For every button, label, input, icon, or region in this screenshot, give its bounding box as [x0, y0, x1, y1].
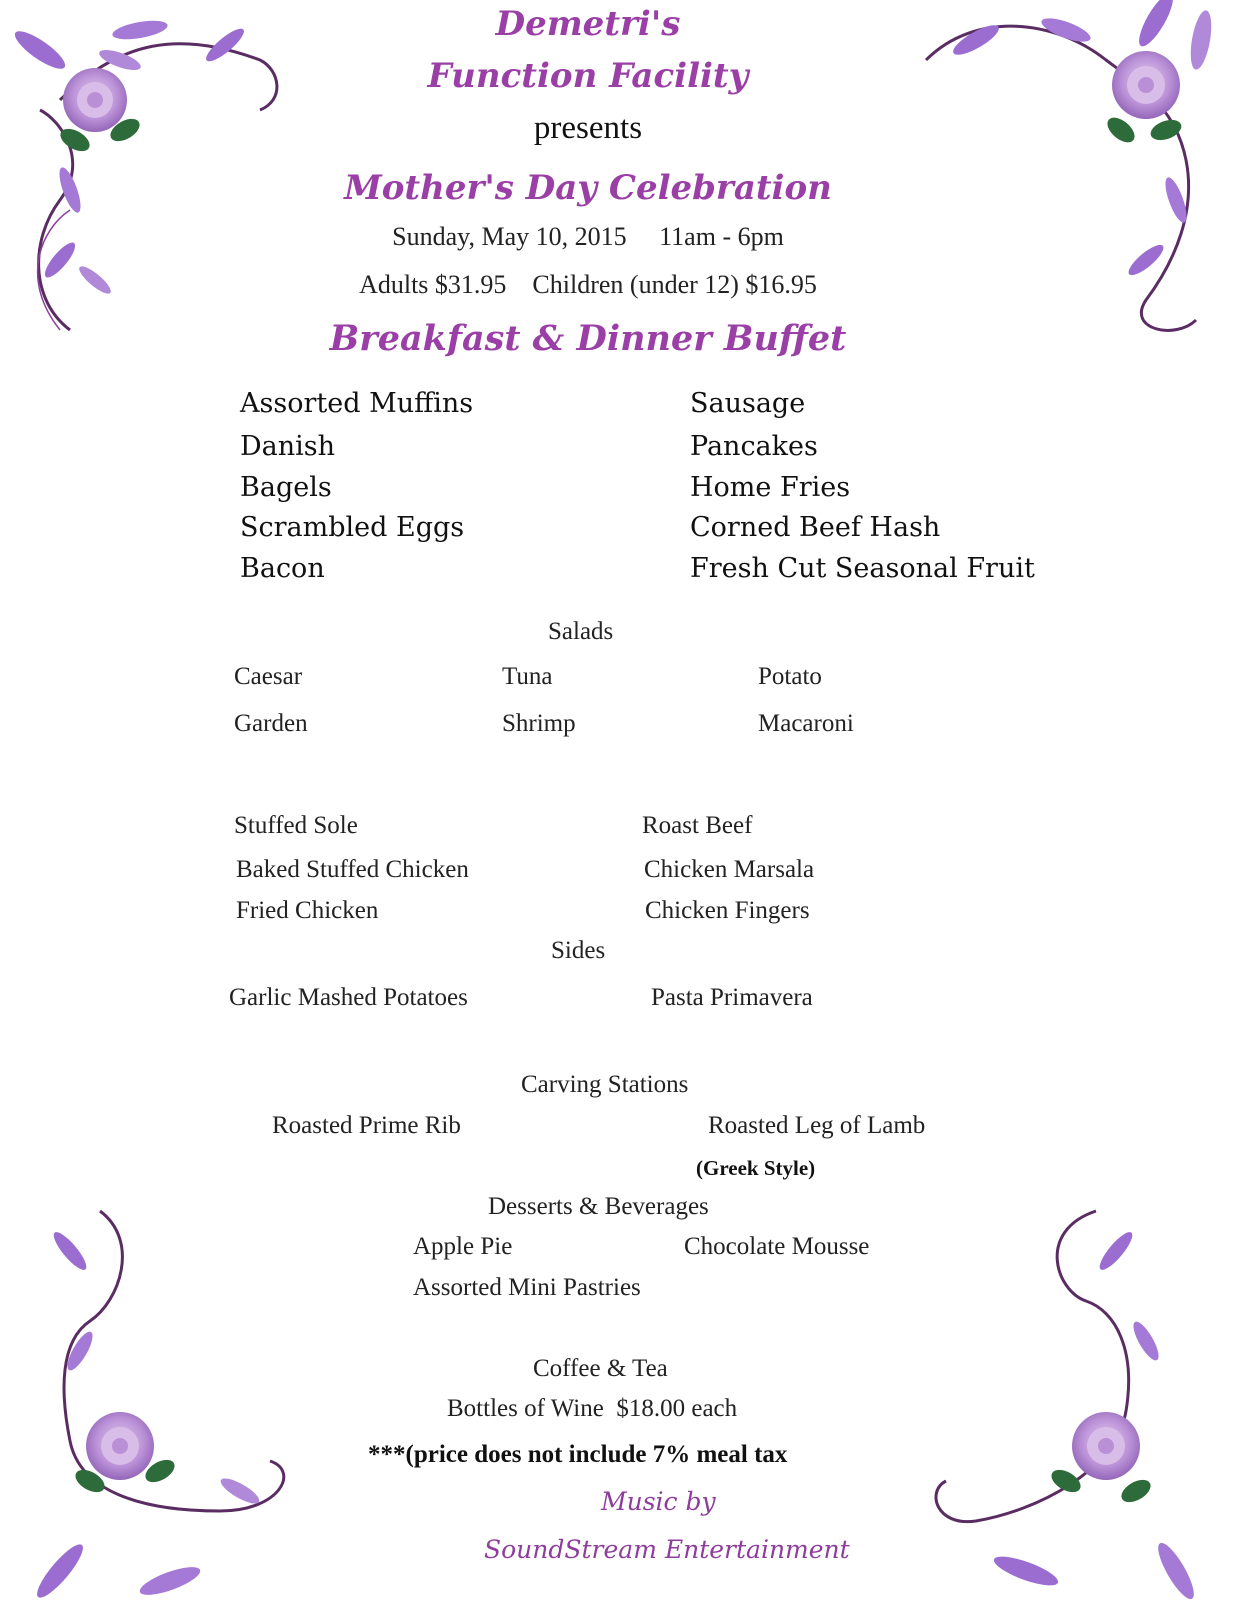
salad-item: Shrimp [502, 710, 576, 737]
breakfast-item: Home Fries [690, 472, 851, 503]
salad-item: Macaroni [758, 710, 854, 737]
presents-text: presents [533, 110, 643, 146]
event-date-time: Sunday, May 10, 2015 11am - 6pm [392, 222, 784, 251]
carving-heading: Carving Stations [521, 1071, 689, 1098]
salad-item: Garden [234, 710, 308, 737]
salad-item: Caesar [234, 663, 303, 690]
carving-item: Roasted Prime Rib [272, 1112, 461, 1139]
carving-item: Roasted Leg of Lamb [708, 1112, 926, 1139]
breakfast-item: Bagels [240, 472, 332, 503]
desserts-heading: Desserts & Beverages [488, 1193, 709, 1220]
breakfast-item: Danish [240, 431, 336, 462]
venue-name-line1: Demetri's [495, 4, 681, 44]
salad-item: Potato [758, 663, 822, 690]
sides-heading: Sides [551, 937, 606, 964]
entree-item: Roast Beef [642, 812, 753, 839]
floral-corner-bottom-left [0, 1191, 320, 1611]
floral-corner-bottom-right [916, 1191, 1236, 1611]
breakfast-item: Sausage [690, 388, 806, 419]
side-item: Garlic Mashed Potatoes [229, 984, 468, 1011]
tax-note: ***(price does not include 7% meal tax [368, 1441, 788, 1468]
wine-price: Bottles of Wine $18.00 each [447, 1395, 738, 1422]
breakfast-item: Scrambled Eggs [240, 512, 465, 543]
event-title: Mother's Day Celebration [344, 168, 832, 208]
coffee-tea: Coffee & Tea [533, 1355, 668, 1382]
entertainer-name: SoundStream Entertainment [484, 1535, 850, 1564]
venue-name-line2: Function Facility [427, 56, 749, 96]
breakfast-item: Bacon [240, 553, 325, 584]
breakfast-item: Pancakes [690, 431, 818, 462]
salad-item: Tuna [502, 663, 553, 690]
dessert-item: Assorted Mini Pastries [413, 1274, 641, 1301]
entree-item: Chicken Marsala [644, 856, 815, 883]
event-prices: Adults $31.95 Children (under 12) $16.95 [359, 270, 817, 299]
buffet-title: Breakfast & Dinner Buffet [329, 318, 847, 359]
side-item: Pasta Primavera [651, 984, 813, 1011]
entree-item: Fried Chicken [236, 897, 379, 924]
breakfast-item: Corned Beef Hash [690, 512, 941, 543]
carving-note: (Greek Style) [696, 1156, 816, 1180]
dessert-item: Apple Pie [413, 1233, 513, 1260]
entree-item: Chicken Fingers [645, 897, 810, 924]
breakfast-item: Assorted Muffins [240, 388, 474, 419]
breakfast-item: Fresh Cut Seasonal Fruit [690, 553, 1035, 584]
entree-item: Stuffed Sole [234, 812, 358, 839]
dessert-item: Chocolate Mousse [684, 1233, 870, 1260]
salads-heading: Salads [548, 618, 614, 645]
music-by: Music by [601, 1487, 716, 1516]
entree-item: Baked Stuffed Chicken [236, 856, 469, 883]
